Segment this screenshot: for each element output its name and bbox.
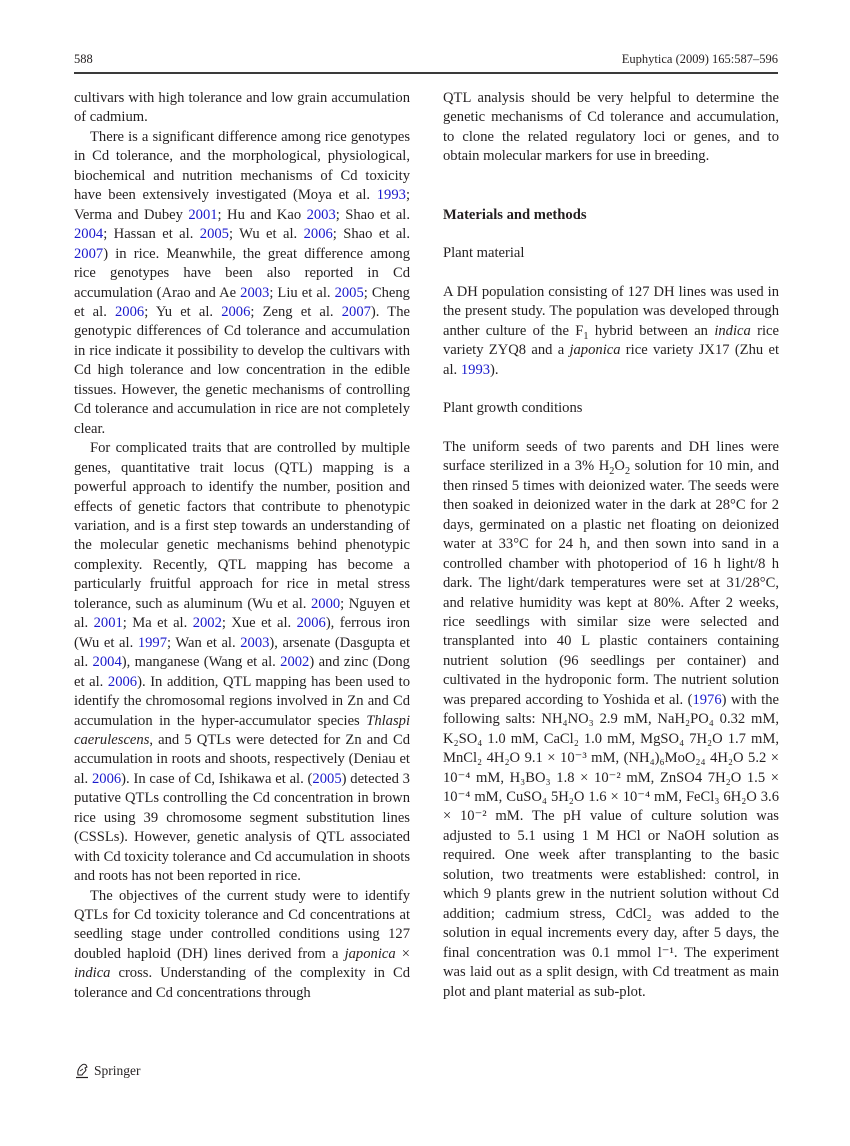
subscript: 2 (609, 466, 615, 478)
italic-term: japonica (344, 945, 396, 962)
text: ; Shao et al. (332, 226, 410, 243)
text: ; Wu et al. (228, 226, 304, 243)
citation-link[interactable]: 2002 (192, 615, 222, 632)
citation-link[interactable]: 2006 (107, 673, 138, 690)
text: A DH population consisting of 127 DH lines was used in the present study. The population was developed through anther culture of the F (443, 283, 779, 339)
text: ; Wan et al. (167, 634, 241, 651)
text: The pH value of culture solution was adjusted to 5.1 using 1 M HCl or NaOH solution as required. One week after transplanting to the basic solution, two treatments were established: control, in which 9 plants grew in the nutrient solution without Cd addition; cadmium stress, CdCl₂ was added to the solution in equal increments every day, after 5 days, the final concentration was 0.1 mmol l⁻¹. The experiment was laid out as a split design, with Cd treatment as main plot and plant material as sub-plot. (443, 808, 779, 1000)
text: ) and zinc (Dong et al. (74, 654, 410, 690)
citation-link[interactable]: 2001 (93, 615, 123, 632)
running-header (74, 50, 778, 76)
subsection-heading: Plant growth conditions (443, 400, 583, 417)
citation-link[interactable]: 2003 (240, 284, 270, 301)
text: hybrid between an (588, 322, 715, 339)
citation-link[interactable]: 2006 (115, 303, 145, 320)
text: ) with the following salts: (443, 691, 780, 728)
text: ; Hassan et al. (103, 226, 200, 243)
springer-horse-icon (74, 1062, 90, 1080)
citation-link[interactable]: 2003 (306, 206, 336, 223)
text: The objectives of the current study were to identify QTLs for Cd toxicity tolerance and Cd concentrations at seedling stage under controlled conditions using 127 doubled haploid (DH) lines derived from a (74, 887, 410, 962)
left-column (74, 89, 410, 1003)
text: The uniform seeds of two parents and DH lines were surface sterilized in a 3% H (443, 438, 779, 475)
text: , and 5 QTLs were detected for Zn and Cd accumulation in roots and shoots, respectively (Deniau et al. (74, 731, 410, 787)
text: ; Liu et al. (269, 284, 335, 301)
journal-citation: Euphytica (2009) 165:587–596 (621, 52, 778, 66)
subsection-heading: Plant material (443, 245, 525, 262)
citation-link[interactable]: 2000 (310, 595, 341, 612)
text: ). In case of Cd, Ishikawa et al. ( (121, 770, 313, 787)
citation-link[interactable]: 2006 (221, 303, 251, 320)
citation-link[interactable]: 2005 (312, 770, 342, 787)
citation-link[interactable]: 2007 (341, 303, 371, 320)
paragraph (74, 439, 410, 886)
text: ), manganese (Wang et al. (121, 654, 281, 671)
italic-term: japonica (569, 342, 621, 359)
text: ; Xue et al. (221, 615, 297, 632)
text: ; Verma and Dubey (74, 187, 410, 223)
salt-list: NH₄NO₃ 2.9 mM, NaH₂PO₄ 0.32 mM, K₂SO₄ 1.0 mM, CaCl₂ 1.0 mM, MgSO₄ 7H₂O 1.7 mM, MnCl₂ 4H₂O 9.1 × 10⁻³ mM, (NH₄)₆MoO₂₄ 4H₂O 5.2 × 10⁻⁴ mM, H₃BO₃ 1.8 × 10⁻² mM, ZnSO4 7H₂O 1.5 × 10⁻⁴ mM, CuSO₄ 5H₂O 1.6 × 10⁻⁴ mM, FeCl₃ 6H₂O 3.6 × 10⁻² mM. (443, 711, 779, 825)
citation-link[interactable]: 2001 (188, 206, 218, 223)
spacer (443, 380, 779, 399)
paragraph (443, 89, 779, 167)
text: ; Yu et al. (144, 303, 222, 320)
citation-link[interactable]: 1993 (376, 187, 406, 204)
subscript: 1 (583, 330, 589, 342)
text: ; Zeng et al. (250, 303, 342, 320)
text: ). The genotypic differences of Cd tolerance and accumulation in rice indicate it possibility to develop the cultivars with Cd high tolerance and low concentration in the edible tissues. However, the genetic mechanisms of controlling Cd tolerance and accumulation in rice are not completely clear. (74, 303, 410, 437)
citation-link[interactable]: 2004 (92, 654, 122, 671)
citation-link[interactable]: 2006 (303, 226, 333, 243)
citation-link[interactable]: 2006 (91, 770, 122, 787)
text: rice variety JX17 (Zhu et al. (443, 342, 779, 378)
paragraph (74, 128, 410, 439)
text: ; Cheng et al. (74, 284, 410, 320)
italic-term: indica (74, 965, 111, 982)
publisher-footer (74, 1062, 141, 1080)
page-number: 588 (74, 52, 93, 66)
text: rice variety ZYQ8 and a (443, 322, 779, 359)
citation-link[interactable]: 1997 (137, 634, 167, 651)
text: ) in rice. Meanwhile, the great difference among rice genotypes have been also reported in Cd accumulation (Arao and Ae (74, 245, 410, 301)
subscript: 2 (624, 466, 631, 478)
section-heading: Materials and methods (443, 206, 587, 223)
text: × (395, 945, 411, 962)
text: QTL analysis should be very helpful to determine the genetic mechanisms of Cd tolerance and accumulation, to clone the related regulatory loci or genes, and to obtain molecular markers for use in breeding. (443, 90, 779, 165)
citation-link[interactable]: 2007 (74, 245, 104, 262)
text: solution for 10 min, and then rinsed 5 times with deionized water. The seeds were then soaked in deionized water in the dark at 28°C for 2 days, germinated on a plastic net floating on deionized water at 33°C for 24 h, and then sown into sand in a controlled chamber with photoperiod of 16 h light/8 h dark. The light/dark temperatures were set at 31/28°C, and relative humidity was kept at 80%. After 2 weeks, rice seedlings with similar size were selected and transplanted into 40 L plastic containers containing nutrient solution (96 seedlings per container) and cultivated in the hydroponic form. The nutrient solution was prepared according to Yoshida et al. ( (443, 458, 779, 708)
paragraph (443, 438, 779, 1002)
citation-link[interactable]: 2004 (74, 226, 104, 243)
paragraph (74, 89, 410, 128)
text: ). (490, 361, 499, 378)
text: cross. Understanding of the complexity in Cd tolerance and Cd concentrations through (74, 965, 410, 1001)
text: ; Hu and Kao (217, 206, 307, 223)
species-name: Thlaspi caerulescens (74, 712, 410, 748)
text: For complicated traits that are controlled by multiple genes, quantitative trait locus (QTL) mapping is a powerful approach to identify the number, position and effects of genetic factors that contribute to phenotypic variation, and is a first step towards an understanding of the molecular genetic mechanisms behind phenotypic complexity. Recently, QTL mapping has become a particularly fruitful approach for rice in metal stress tolerance, such as aluminum (Wu et al. (74, 440, 410, 612)
text: ) detected 3 putative QTLs controlling the Cd concentration in brown rice using 39 chromosome segment substitution lines (CSSLs). However, genetic analysis of QTL associated with Cd toxicity tolerance and Cd accumulation in shoots and roots has not been reported in rice. (74, 770, 410, 885)
citation-link[interactable]: 2003 (240, 634, 270, 651)
publisher-name: Springer (94, 1063, 141, 1078)
citation-link[interactable]: 1976 (692, 691, 722, 708)
header-rule (74, 72, 778, 74)
italic-term: indica (714, 322, 751, 339)
text: There is a significant difference among rice genotypes in Cd tolerance, and the morphological, physiological, biochemical and nutrition mechanisms of Cd toxicity have been extensively investigated (Moya et al. (74, 128, 410, 204)
text: ). In addition, QTL mapping has been used to identify the chromosomal regions involved in Zn and Cd accumulation in the hyper-accumulator species (74, 673, 410, 729)
text: ; Nguyen et al. (74, 595, 411, 632)
paragraph (443, 283, 779, 380)
text: ; Shao et al. (335, 206, 410, 223)
text: cultivars with high tolerance and low grain accumulation of cadmium. (74, 90, 410, 126)
citation-link[interactable]: 2005 (199, 226, 229, 243)
citation-link[interactable]: 2006 (296, 615, 326, 632)
citation-link[interactable]: 2005 (334, 284, 364, 301)
text: ; Ma et al. (122, 615, 193, 632)
text: O (614, 458, 625, 475)
citation-link[interactable]: 1993 (460, 361, 491, 378)
text: ), ferrous iron (Wu et al. (74, 615, 410, 651)
citation-link[interactable]: 2002 (280, 654, 310, 671)
paragraph (74, 887, 410, 1004)
text: ), arsenate (Dasgupta et al. (74, 634, 410, 671)
right-column (443, 89, 779, 1002)
